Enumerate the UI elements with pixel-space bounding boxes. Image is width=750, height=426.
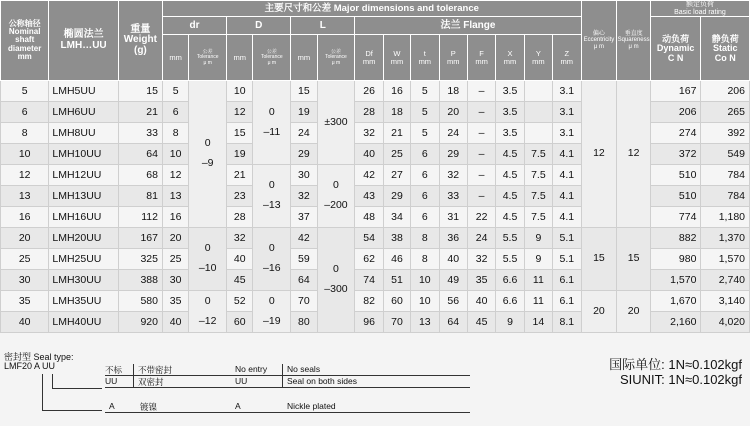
cell-F: 45: [467, 312, 495, 333]
cell-Z: 6.1: [553, 270, 581, 291]
cell-P: 36: [439, 228, 467, 249]
cell-weight: 15: [118, 81, 162, 102]
cell-X: 5.5: [496, 228, 524, 249]
cell-nominal-d: 16: [1, 207, 49, 228]
seal-r1c4: No seals: [287, 364, 321, 374]
cell-W: 18: [383, 102, 410, 123]
cell-dr: 30: [162, 270, 188, 291]
cell-P: 40: [439, 249, 467, 270]
cell-Df: 48: [355, 207, 383, 228]
cell-F: 35: [467, 270, 495, 291]
cell-static: 784: [701, 186, 750, 207]
cell-Z: 4.1: [553, 207, 581, 228]
cell-P: 49: [439, 270, 467, 291]
cell-D: 21: [227, 165, 253, 186]
cell-L: 29: [291, 144, 317, 165]
cell-nominal-d: 25: [1, 249, 49, 270]
cell-squareness: 12: [617, 81, 651, 228]
seal-rule: [230, 387, 470, 388]
cell-W: 46: [383, 249, 410, 270]
cell-P: 31: [439, 207, 467, 228]
cell-Y: 9: [524, 249, 552, 270]
cell-F: –: [467, 165, 495, 186]
header-nominal: 公称轴径 Nominal shaft diameter mm: [1, 1, 49, 81]
cell-weight: 325: [118, 249, 162, 270]
cell-F: 22: [467, 207, 495, 228]
cell-Z: 3.1: [553, 81, 581, 102]
cell-static: 1,570: [701, 249, 750, 270]
cell-F: –: [467, 81, 495, 102]
cell-nominal-d: 12: [1, 165, 49, 186]
cell-dynamic: 2,160: [650, 312, 700, 333]
table-body: [1, 81, 750, 333]
cell-static: 3,140: [701, 291, 750, 312]
cell-weight: 64: [118, 144, 162, 165]
cell-F: 24: [467, 228, 495, 249]
cell-D: 45: [227, 270, 253, 291]
header-D: D: [227, 17, 291, 35]
cell-dr: 8: [162, 123, 188, 144]
cell-L: 37: [291, 207, 317, 228]
header-D-tol: 公差 Tolerance μ m: [253, 35, 291, 81]
cell-dynamic: 1,670: [650, 291, 700, 312]
seal-code-example: LMF20 A UU: [4, 361, 56, 371]
cell-t: 6: [411, 144, 439, 165]
cell-L: 70: [291, 291, 317, 312]
cell-Y: 7.5: [524, 165, 552, 186]
cell-dr: 25: [162, 249, 188, 270]
cell-Y: 7.5: [524, 144, 552, 165]
header-model: 椭圆法兰 LMH…UU: [49, 1, 118, 81]
cell-L: 64: [291, 270, 317, 291]
cell-Z: 3.1: [553, 123, 581, 144]
cell-model: LMH5UU: [49, 81, 118, 102]
cell-dynamic: 774: [650, 207, 700, 228]
cell-dr: 10: [162, 144, 188, 165]
cell-Z: 5.1: [553, 228, 581, 249]
cell-Y: 7.5: [524, 186, 552, 207]
cell-dr-tolerance: 0 –9: [189, 81, 227, 228]
cell-P: 32: [439, 165, 467, 186]
cell-dynamic: 980: [650, 249, 700, 270]
cell-dr: 35: [162, 291, 188, 312]
cell-W: 21: [383, 123, 410, 144]
cell-t: 6: [411, 207, 439, 228]
cell-weight: 920: [118, 312, 162, 333]
seal-rule: [230, 375, 470, 376]
cell-X: 4.5: [496, 207, 524, 228]
cell-D: 15: [227, 123, 253, 144]
cell-weight: 68: [118, 165, 162, 186]
cell-nominal-d: 5: [1, 81, 49, 102]
cell-model: LMH16UU: [49, 207, 118, 228]
cell-nominal-d: 6: [1, 102, 49, 123]
header-t: t mm: [411, 35, 439, 81]
cell-X: 9: [496, 312, 524, 333]
seal-r2c4: Seal on both sides: [287, 376, 357, 386]
cell-D: 32: [227, 228, 253, 249]
cell-Df: 62: [355, 249, 383, 270]
cell-Z: 3.1: [553, 102, 581, 123]
table-row: [1, 228, 750, 249]
cell-dynamic: 206: [650, 102, 700, 123]
cell-dynamic: 167: [650, 81, 700, 102]
cell-X: 6.6: [496, 270, 524, 291]
header-dynamic: 动负荷 Dynamic C N: [650, 17, 700, 81]
cell-D: 19: [227, 144, 253, 165]
header-dr-mm: mm: [162, 35, 188, 81]
cell-X: 3.5: [496, 123, 524, 144]
cell-model: LMH20UU: [49, 228, 118, 249]
cell-static: 206: [701, 81, 750, 102]
cell-W: 29: [383, 186, 410, 207]
cell-nominal-d: 35: [1, 291, 49, 312]
cell-eccentricity: 12: [581, 81, 617, 228]
cell-model: LMH10UU: [49, 144, 118, 165]
seal-bracket-line: [42, 374, 43, 410]
cell-Df: 28: [355, 102, 383, 123]
cell-t: 8: [411, 249, 439, 270]
cell-dr: 5: [162, 81, 188, 102]
cell-t: 6: [411, 186, 439, 207]
seal-r2c3: UU: [235, 376, 248, 386]
cell-W: 34: [383, 207, 410, 228]
cell-Z: 4.1: [553, 165, 581, 186]
seal-rule: [133, 364, 134, 387]
header-rating: 额定负荷 Basic load rating: [650, 1, 749, 17]
header-major: 主要尺寸和公差 Major dimensions and tolerance: [162, 1, 581, 17]
cell-Z: 8.1: [553, 312, 581, 333]
cell-P: 56: [439, 291, 467, 312]
cell-L: 80: [291, 312, 317, 333]
header-squareness: 垂直度 Squareness μ m: [617, 1, 651, 81]
cell-nominal-d: 13: [1, 186, 49, 207]
seal-r3c1: A: [109, 401, 115, 411]
cell-model: LMH13UU: [49, 186, 118, 207]
header-dr-tol: 公差 Tolerance μ m: [189, 35, 227, 81]
header-Df: Df mm: [355, 35, 383, 81]
header-flange: 法兰 Flange: [355, 17, 581, 35]
seal-type-title: 密封型 Seal type:: [4, 352, 74, 362]
cell-D-tolerance: 0 –11: [253, 81, 291, 165]
cell-Df: 43: [355, 186, 383, 207]
cell-D-tolerance: 0 –19: [253, 291, 291, 333]
cell-t: 5: [411, 81, 439, 102]
cell-dr: 40: [162, 312, 188, 333]
unit-note-cn: 国际单位: 1N≈0.102kgf: [609, 357, 742, 372]
seal-rule: [282, 364, 283, 387]
cell-D: 28: [227, 207, 253, 228]
cell-static: 1,180: [701, 207, 750, 228]
cell-W: 60: [383, 291, 410, 312]
cell-model: LMH30UU: [49, 270, 118, 291]
cell-t: 5: [411, 123, 439, 144]
cell-X: 5.5: [496, 249, 524, 270]
cell-P: 29: [439, 144, 467, 165]
cell-P: 64: [439, 312, 467, 333]
cell-Df: 54: [355, 228, 383, 249]
cell-F: –: [467, 186, 495, 207]
cell-static: 4,020: [701, 312, 750, 333]
cell-Z: 6.1: [553, 291, 581, 312]
cell-dr: 16: [162, 207, 188, 228]
cell-weight: 112: [118, 207, 162, 228]
cell-Df: 40: [355, 144, 383, 165]
cell-D: 10: [227, 81, 253, 102]
cell-model: LMH12UU: [49, 165, 118, 186]
cell-L: 42: [291, 228, 317, 249]
cell-L: 32: [291, 186, 317, 207]
header-F: F mm: [467, 35, 495, 81]
cell-t: 10: [411, 270, 439, 291]
cell-F: –: [467, 123, 495, 144]
cell-static: 784: [701, 165, 750, 186]
cell-D: 60: [227, 312, 253, 333]
cell-t: 5: [411, 102, 439, 123]
cell-nominal-d: 8: [1, 123, 49, 144]
cell-nominal-d: 30: [1, 270, 49, 291]
cell-F: 32: [467, 249, 495, 270]
header-static: 静负荷 Static Co N: [701, 17, 750, 81]
seal-rule: [230, 412, 470, 413]
seal-r1c1: 不标: [105, 365, 123, 375]
cell-weight: 580: [118, 291, 162, 312]
seal-r1c2: 不带密封: [138, 365, 173, 375]
cell-Z: 5.1: [553, 249, 581, 270]
cell-weight: 33: [118, 123, 162, 144]
header-X: X mm: [496, 35, 524, 81]
header-L-mm: mm: [291, 35, 317, 81]
cell-nominal-d: 40: [1, 312, 49, 333]
cell-t: 13: [411, 312, 439, 333]
cell-D: 23: [227, 186, 253, 207]
cell-L-tolerance: 0 –300: [317, 228, 355, 333]
cell-dr-tolerance: 0 –10: [189, 228, 227, 291]
seal-r3c3: A: [235, 401, 241, 411]
cell-F: 40: [467, 291, 495, 312]
table-row: [1, 81, 750, 102]
cell-Z: 4.1: [553, 186, 581, 207]
cell-weight: 167: [118, 228, 162, 249]
cell-nominal-d: 10: [1, 144, 49, 165]
cell-L: 19: [291, 102, 317, 123]
cell-weight: 388: [118, 270, 162, 291]
cell-Df: 96: [355, 312, 383, 333]
cell-Df: 32: [355, 123, 383, 144]
cell-W: 25: [383, 144, 410, 165]
cell-X: 3.5: [496, 81, 524, 102]
cell-static: 549: [701, 144, 750, 165]
header-P: P mm: [439, 35, 467, 81]
cell-L: 24: [291, 123, 317, 144]
cell-dr: 13: [162, 186, 188, 207]
cell-L: 30: [291, 165, 317, 186]
cell-W: 27: [383, 165, 410, 186]
cell-t: 8: [411, 228, 439, 249]
cell-t: 10: [411, 291, 439, 312]
header-D-mm: mm: [227, 35, 253, 81]
cell-nominal-d: 20: [1, 228, 49, 249]
seal-bracket-line: [52, 388, 102, 389]
cell-dynamic: 372: [650, 144, 700, 165]
cell-F: –: [467, 102, 495, 123]
cell-dynamic: 882: [650, 228, 700, 249]
unit-note-si: SIUNIT: 1N≈0.102kgf: [619, 372, 742, 387]
cell-L: 15: [291, 81, 317, 102]
cell-P: 24: [439, 123, 467, 144]
cell-W: 70: [383, 312, 410, 333]
cell-dr: 12: [162, 165, 188, 186]
cell-model: LMH40UU: [49, 312, 118, 333]
header-Z: Z mm: [553, 35, 581, 81]
header-W: W mm: [383, 35, 410, 81]
cell-D-tolerance: 0 –13: [253, 165, 291, 228]
cell-Y: 14: [524, 312, 552, 333]
cell-dr-tolerance: 0 –12: [189, 291, 227, 333]
cell-W: 16: [383, 81, 410, 102]
cell-static: 265: [701, 102, 750, 123]
seal-bracket-line: [42, 410, 102, 411]
cell-dynamic: 510: [650, 165, 700, 186]
cell-Df: 74: [355, 270, 383, 291]
cell-X: 4.5: [496, 144, 524, 165]
cell-W: 51: [383, 270, 410, 291]
seal-type-table: [105, 364, 645, 424]
cell-weight: 81: [118, 186, 162, 207]
cell-Df: 26: [355, 81, 383, 102]
cell-L: 59: [291, 249, 317, 270]
seal-r1c3: No entry: [235, 364, 268, 374]
cell-model: LMH8UU: [49, 123, 118, 144]
table-row: [1, 291, 750, 312]
seal-r3c4: Nickle plated: [287, 401, 336, 411]
cell-static: 392: [701, 123, 750, 144]
cell-model: LMH35UU: [49, 291, 118, 312]
cell-eccentricity: 20: [581, 291, 617, 333]
cell-squareness: 15: [617, 228, 651, 291]
seal-r2c1: UU: [105, 376, 118, 386]
header-Y: Y mm: [524, 35, 552, 81]
cell-D: 52: [227, 291, 253, 312]
header-L-tol: 公差 Tolerance μ m: [317, 35, 355, 81]
cell-dynamic: 274: [650, 123, 700, 144]
cell-P: 18: [439, 81, 467, 102]
cell-dynamic: 510: [650, 186, 700, 207]
cell-X: 3.5: [496, 102, 524, 123]
cell-dynamic: 1,570: [650, 270, 700, 291]
cell-Y: [524, 81, 552, 102]
cell-dr: 6: [162, 102, 188, 123]
cell-t: 6: [411, 165, 439, 186]
cell-static: 1,370: [701, 228, 750, 249]
cell-D: 12: [227, 102, 253, 123]
cell-P: 20: [439, 102, 467, 123]
cell-model: LMH25UU: [49, 249, 118, 270]
cell-weight: 21: [118, 102, 162, 123]
cell-Z: 4.1: [553, 144, 581, 165]
header-L: L: [291, 17, 355, 35]
cell-D: 40: [227, 249, 253, 270]
seal-bracket-line: [52, 374, 53, 388]
cell-L-tolerance: ±300: [317, 81, 355, 165]
seal-r2c2: 双密封: [138, 377, 164, 387]
cell-X: 4.5: [496, 186, 524, 207]
cell-static: 2,740: [701, 270, 750, 291]
cell-Df: 82: [355, 291, 383, 312]
cell-F: –: [467, 144, 495, 165]
cell-Y: 9: [524, 228, 552, 249]
cell-X: 4.5: [496, 165, 524, 186]
cell-X: 6.6: [496, 291, 524, 312]
cell-D-tolerance: 0 –16: [253, 228, 291, 291]
cell-squareness: 20: [617, 291, 651, 333]
header-weight: 重量 Weight (g): [118, 1, 162, 81]
cell-dr: 20: [162, 228, 188, 249]
cell-eccentricity: 15: [581, 228, 617, 291]
cell-Y: 11: [524, 270, 552, 291]
cell-Y: 7.5: [524, 207, 552, 228]
footer: [0, 348, 750, 426]
cell-L-tolerance: 0 –200: [317, 165, 355, 228]
header-eccentricity: 偏心 Eccentricity μ m: [581, 1, 617, 81]
cell-Y: 11: [524, 291, 552, 312]
cell-P: 33: [439, 186, 467, 207]
cell-Y: [524, 102, 552, 123]
cell-W: 38: [383, 228, 410, 249]
cell-Df: 42: [355, 165, 383, 186]
seal-r3c2: 镀镍: [140, 402, 158, 412]
header-dr: dr: [162, 17, 226, 35]
cell-model: LMH6UU: [49, 102, 118, 123]
cell-Y: [524, 123, 552, 144]
